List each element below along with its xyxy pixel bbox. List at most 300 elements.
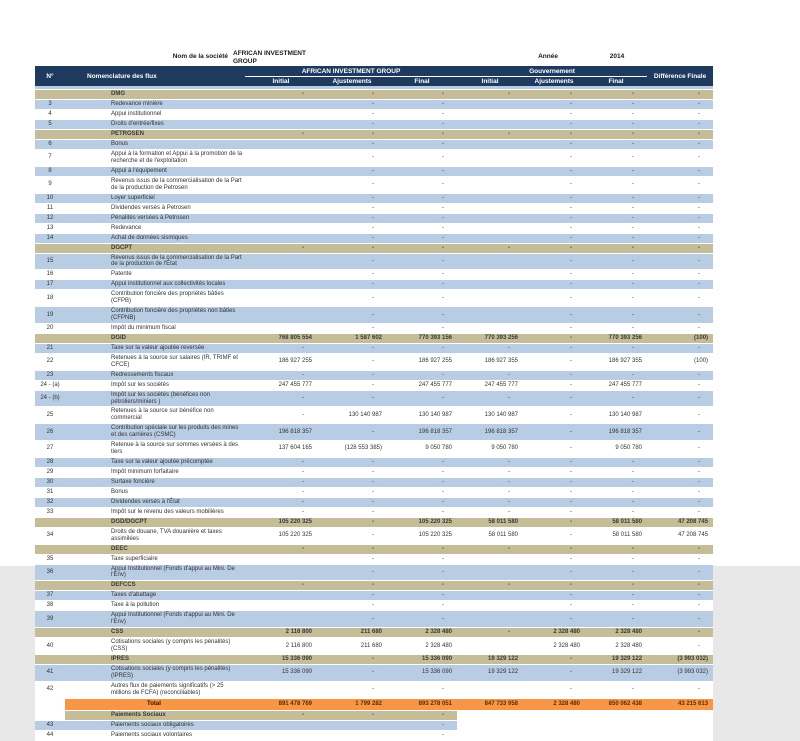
section-row (35, 544, 713, 554)
value-cell: - (387, 100, 457, 110)
flow-label: DMG (65, 90, 245, 100)
value-cell (245, 591, 317, 601)
flow-label: Retenue à la source sur sommes versées à des tiers (65, 441, 245, 458)
value-cell (245, 290, 317, 307)
flow-label: DGD/DGCPT (65, 517, 245, 527)
value-cell: - (647, 681, 713, 698)
value-cell: - (387, 307, 457, 324)
flow-number: 31 (35, 487, 65, 497)
value-cell: - (647, 601, 713, 611)
value-cell: 186 927 255 (387, 353, 457, 370)
value-cell: - (317, 280, 387, 290)
flow-label: Patente (65, 270, 245, 280)
value-cell (523, 710, 585, 720)
value-cell: - (387, 193, 457, 203)
table-row (35, 424, 713, 441)
value-cell (585, 720, 647, 730)
value-cell: - (647, 638, 713, 655)
value-cell (245, 730, 317, 740)
value-cell: - (317, 611, 387, 628)
flow-label: DEFCCS (65, 581, 245, 591)
value-cell: - (647, 424, 713, 441)
value-cell: - (317, 487, 387, 497)
value-cell: 15 336 090 (245, 654, 317, 664)
flow-number (35, 581, 65, 591)
value-cell: 893 278 051 (387, 698, 457, 710)
value-cell: - (647, 487, 713, 497)
value-cell: - (387, 507, 457, 517)
value-cell: - (647, 110, 713, 120)
section-row (35, 628, 713, 638)
value-cell: - (647, 253, 713, 270)
value-cell (457, 223, 523, 233)
value-cell (457, 323, 523, 333)
value-cell: 196 818 357 (387, 424, 457, 441)
flow-label: Taxe superficiaire (65, 554, 245, 564)
value-cell: 768 805 554 (245, 333, 317, 343)
value-cell: - (317, 243, 387, 253)
value-cell: - (523, 497, 585, 507)
value-cell (457, 611, 523, 628)
value-cell: - (387, 554, 457, 564)
flow-label: Appui Institutionnel (Fonds d'appui au Mini. De l'Env) (65, 564, 245, 581)
value-cell: 130 140 987 (585, 407, 647, 424)
value-cell (245, 601, 317, 611)
value-cell: - (585, 243, 647, 253)
value-cell (245, 110, 317, 120)
value-cell: (100) (647, 333, 713, 343)
flow-label: Surtaxe foncière (65, 477, 245, 487)
value-cell: 105 220 325 (245, 527, 317, 544)
value-cell (457, 253, 523, 270)
value-cell: - (523, 203, 585, 213)
value-cell: - (585, 307, 647, 324)
flow-number: 36 (35, 564, 65, 581)
value-cell: - (523, 487, 585, 497)
value-cell: - (387, 120, 457, 130)
year-value: 2014 (609, 53, 625, 60)
value-cell: 891 478 769 (245, 698, 317, 710)
value-cell: - (457, 581, 523, 591)
value-cell: 130 140 987 (387, 407, 457, 424)
year-label: Année (538, 53, 558, 60)
flow-label: IPRES (65, 654, 245, 664)
flow-label: Achat de données sismiques (65, 233, 245, 243)
value-cell: - (523, 527, 585, 544)
value-cell: - (387, 487, 457, 497)
flow-label: Retenues à la source sur salaires (IR, TRIMF et CFCE) (65, 353, 245, 370)
flow-number: 28 (35, 457, 65, 467)
reconciliation-table-wrapper (35, 66, 713, 741)
flow-label: Cotisations sociales (y compris les pénalités)(CSS) (65, 638, 245, 655)
value-cell: - (585, 203, 647, 213)
value-cell: - (585, 176, 647, 193)
value-cell: 105 220 325 (245, 517, 317, 527)
flow-number: 37 (35, 591, 65, 601)
value-cell: 58 011 580 (585, 517, 647, 527)
value-cell: - (457, 370, 523, 380)
value-cell (245, 223, 317, 233)
flow-number: 20 (35, 323, 65, 333)
value-cell: - (245, 90, 317, 100)
value-cell (245, 270, 317, 280)
flow-label: Autres flux de paiements significatifs (> 25 millions de FCFA) (reconciliables) (65, 681, 245, 698)
value-cell: - (387, 90, 457, 100)
value-cell: - (647, 380, 713, 390)
flow-label: Appui institutionnel aux collectivités locales (65, 280, 245, 290)
flow-number: 35 (35, 554, 65, 564)
value-cell: 58 011 580 (457, 517, 523, 527)
flow-label: Bonus (65, 140, 245, 150)
value-cell: 211 680 (317, 638, 387, 655)
value-cell: - (523, 223, 585, 233)
value-cell: - (317, 203, 387, 213)
value-cell: - (585, 554, 647, 564)
value-cell: - (387, 243, 457, 253)
table-row (35, 564, 713, 581)
value-cell: - (647, 223, 713, 233)
table-row (35, 457, 713, 467)
flow-label: Droits d'entrée/fixes (65, 120, 245, 130)
value-cell: - (647, 370, 713, 380)
value-cell: - (647, 166, 713, 176)
value-cell: - (523, 390, 585, 407)
value-cell: - (523, 253, 585, 270)
value-cell: 2 116 800 (245, 638, 317, 655)
value-cell: - (317, 223, 387, 233)
value-cell: - (523, 213, 585, 223)
section-row (35, 130, 713, 140)
flow-number: 41 (35, 664, 65, 681)
value-cell: - (585, 150, 647, 167)
flow-label: Taxe sur la valeur ajoutée précomptée (65, 457, 245, 467)
value-cell: - (523, 507, 585, 517)
value-cell: - (647, 323, 713, 333)
value-cell: - (317, 130, 387, 140)
value-cell: 211 680 (317, 628, 387, 638)
value-cell: - (523, 323, 585, 333)
value-cell: - (457, 390, 523, 407)
value-cell: - (523, 193, 585, 203)
flow-number: 9 (35, 176, 65, 193)
section-row (35, 517, 713, 527)
value-cell: - (317, 253, 387, 270)
subheader-adjustments-company: Ajustements (317, 77, 387, 87)
flow-number: 23 (35, 370, 65, 380)
column-header-num: N° (35, 66, 65, 86)
value-cell: - (457, 628, 523, 638)
value-cell: - (387, 130, 457, 140)
flow-label: Contribution spéciale sur les produits des mines et des carrières (CSMC) (65, 424, 245, 441)
value-cell: - (523, 333, 585, 343)
value-cell: - (523, 517, 585, 527)
flow-number: 32 (35, 497, 65, 507)
value-cell: - (647, 441, 713, 458)
value-cell (245, 100, 317, 110)
value-cell: - (387, 110, 457, 120)
table-row (35, 527, 713, 544)
table-row (35, 407, 713, 424)
value-cell: - (317, 343, 387, 353)
value-cell: 196 818 357 (457, 424, 523, 441)
flow-number: 38 (35, 601, 65, 611)
flow-label: Contribution foncière des propriétés bâties (CFPB) (65, 290, 245, 307)
value-cell: - (317, 90, 387, 100)
value-cell: 19 329 122 (457, 664, 523, 681)
value-cell: - (317, 554, 387, 564)
value-cell: - (585, 110, 647, 120)
flow-number (35, 698, 65, 710)
value-cell: - (523, 407, 585, 424)
value-cell: - (585, 467, 647, 477)
value-cell: - (317, 120, 387, 130)
value-cell: - (457, 130, 523, 140)
value-cell: - (387, 213, 457, 223)
flow-label: Impôt minimum forfaitaire (65, 467, 245, 477)
value-cell: - (585, 213, 647, 223)
value-cell: 2 328 480 (585, 628, 647, 638)
value-cell: 2 116 800 (245, 628, 317, 638)
flow-number (35, 333, 65, 343)
flow-label: Dividendes versés à l'État (65, 497, 245, 507)
value-cell: - (387, 601, 457, 611)
value-cell: - (647, 100, 713, 110)
table-row (35, 380, 713, 390)
flow-number (35, 243, 65, 253)
value-cell: - (647, 140, 713, 150)
value-cell: - (523, 343, 585, 353)
value-cell (457, 554, 523, 564)
table-row (35, 638, 713, 655)
table-row (35, 353, 713, 370)
subheader-adjustments-government: Ajustements (523, 77, 585, 87)
value-cell (245, 213, 317, 223)
value-cell: - (317, 527, 387, 544)
value-cell: - (523, 166, 585, 176)
flow-number: 21 (35, 343, 65, 353)
value-cell: - (245, 390, 317, 407)
value-cell: - (647, 507, 713, 517)
value-cell: 130 140 987 (457, 407, 523, 424)
table-row (35, 681, 713, 698)
flow-label: DGCPT (65, 243, 245, 253)
table-row (35, 730, 713, 740)
value-cell: - (387, 270, 457, 280)
value-cell: - (387, 150, 457, 167)
value-cell: - (387, 710, 457, 720)
subheader-final-company: Final (387, 77, 457, 87)
table-row (35, 166, 713, 176)
value-cell: - (647, 544, 713, 554)
value-cell: 47 208 745 (647, 527, 713, 544)
value-cell: 770 393 256 (585, 333, 647, 343)
value-cell: - (387, 581, 457, 591)
flow-number: 4 (35, 110, 65, 120)
value-cell: - (585, 166, 647, 176)
value-cell: - (387, 681, 457, 698)
flow-number: 15 (35, 253, 65, 270)
flow-label: Impôt sur le revenu des valeurs mobilières (65, 507, 245, 517)
value-cell: 186 927 355 (585, 353, 647, 370)
table-row (35, 601, 713, 611)
flow-label: Cotisations sociales (y compris les pénalités)(IPRES) (65, 664, 245, 681)
value-cell (245, 193, 317, 203)
value-cell: - (245, 370, 317, 380)
value-cell: - (387, 390, 457, 407)
value-cell: - (387, 166, 457, 176)
value-cell: 47 208 745 (647, 517, 713, 527)
reconciliation-table (35, 66, 713, 741)
value-cell: - (647, 611, 713, 628)
value-cell (457, 730, 523, 740)
value-cell (245, 307, 317, 324)
value-cell (245, 280, 317, 290)
flow-number: 24 - (b) (35, 390, 65, 407)
value-cell (457, 280, 523, 290)
section-row (35, 710, 713, 720)
value-cell: 2 328 480 (585, 638, 647, 655)
value-cell: - (523, 110, 585, 120)
value-cell (457, 150, 523, 167)
value-cell (245, 253, 317, 270)
table-row (35, 591, 713, 601)
table-row (35, 176, 713, 193)
value-cell: - (317, 544, 387, 554)
flow-label: Pénalités versées à Petrosen (65, 213, 245, 223)
value-cell (457, 110, 523, 120)
value-cell (245, 176, 317, 193)
value-cell: - (523, 544, 585, 554)
value-cell: - (523, 100, 585, 110)
flow-number: 12 (35, 213, 65, 223)
value-cell: 1 799 282 (317, 698, 387, 710)
flow-number: 7 (35, 150, 65, 167)
flow-label: Redevance (65, 223, 245, 233)
value-cell: - (523, 611, 585, 628)
value-cell: 247 455 777 (585, 380, 647, 390)
value-cell (245, 150, 317, 167)
value-cell: - (317, 233, 387, 243)
flow-label: Taxe à la pollution (65, 601, 245, 611)
value-cell (457, 564, 523, 581)
value-cell: - (647, 457, 713, 467)
value-cell: - (523, 591, 585, 601)
value-cell: - (585, 591, 647, 601)
flow-number: 25 (35, 407, 65, 424)
flow-label: Taxes d'abattage (65, 591, 245, 601)
value-cell (245, 140, 317, 150)
value-cell: - (523, 380, 585, 390)
table-row (35, 233, 713, 243)
value-cell (245, 120, 317, 130)
flow-label: Appui Institutionnel (Fonds d'appui au Mini. De l'Env) (65, 611, 245, 628)
value-cell: - (647, 243, 713, 253)
value-cell: - (317, 193, 387, 203)
value-cell: - (585, 270, 647, 280)
value-cell: - (317, 176, 387, 193)
value-cell (647, 720, 713, 730)
value-cell: - (523, 554, 585, 564)
flow-number: 19 (35, 307, 65, 324)
flow-label: Total (65, 698, 245, 710)
flow-number: 14 (35, 233, 65, 243)
value-cell: - (647, 130, 713, 140)
value-cell (585, 730, 647, 740)
value-cell: - (317, 424, 387, 441)
value-cell: - (317, 353, 387, 370)
value-cell: 105 220 325 (387, 517, 457, 527)
value-cell: - (523, 654, 585, 664)
value-cell (245, 323, 317, 333)
value-cell: - (317, 380, 387, 390)
value-cell: - (523, 353, 585, 370)
table-row (35, 664, 713, 681)
value-cell: (3 993 032) (647, 664, 713, 681)
value-cell: - (245, 457, 317, 467)
value-cell: - (245, 497, 317, 507)
value-cell: - (647, 203, 713, 213)
table-row (35, 720, 713, 730)
value-cell: - (387, 477, 457, 487)
flow-label: DEEC (65, 544, 245, 554)
value-cell: - (457, 544, 523, 554)
subheader-initial-company: Initial (245, 77, 317, 87)
flow-label: Redressements fiscaux (65, 370, 245, 380)
value-cell: - (317, 507, 387, 517)
value-cell: - (647, 407, 713, 424)
table-row (35, 100, 713, 110)
value-cell: 15 336 090 (387, 654, 457, 664)
value-cell: - (387, 176, 457, 193)
value-cell: 850 062 438 (585, 698, 647, 710)
value-cell: 19 329 122 (457, 654, 523, 664)
value-cell: - (647, 233, 713, 243)
value-cell: - (585, 611, 647, 628)
value-cell: - (245, 243, 317, 253)
value-cell (245, 681, 317, 698)
value-cell: 2 328 480 (523, 698, 585, 710)
value-cell: 9 050 780 (387, 441, 457, 458)
value-cell: - (317, 710, 387, 720)
flow-number (35, 517, 65, 527)
value-cell: - (317, 601, 387, 611)
table-row (35, 270, 713, 280)
value-cell: - (647, 628, 713, 638)
value-cell: 43 215 613 (647, 698, 713, 710)
value-cell: - (523, 457, 585, 467)
value-cell: - (523, 441, 585, 458)
value-cell: 247 455 777 (387, 380, 457, 390)
value-cell: - (523, 280, 585, 290)
value-cell: 196 818 357 (585, 424, 647, 441)
value-cell: 2 328 480 (523, 638, 585, 655)
flow-number: 26 (35, 424, 65, 441)
value-cell (457, 720, 523, 730)
value-cell: - (523, 233, 585, 243)
value-cell (457, 601, 523, 611)
value-cell: - (647, 497, 713, 507)
flow-label: Loyer superficiel (65, 193, 245, 203)
value-cell: - (457, 467, 523, 477)
value-cell: - (317, 564, 387, 581)
value-cell: 58 011 580 (457, 527, 523, 544)
table-row (35, 120, 713, 130)
value-cell: (128 553 385) (317, 441, 387, 458)
value-cell: - (647, 564, 713, 581)
value-cell: - (457, 507, 523, 517)
value-cell: - (317, 370, 387, 380)
value-cell: - (585, 223, 647, 233)
